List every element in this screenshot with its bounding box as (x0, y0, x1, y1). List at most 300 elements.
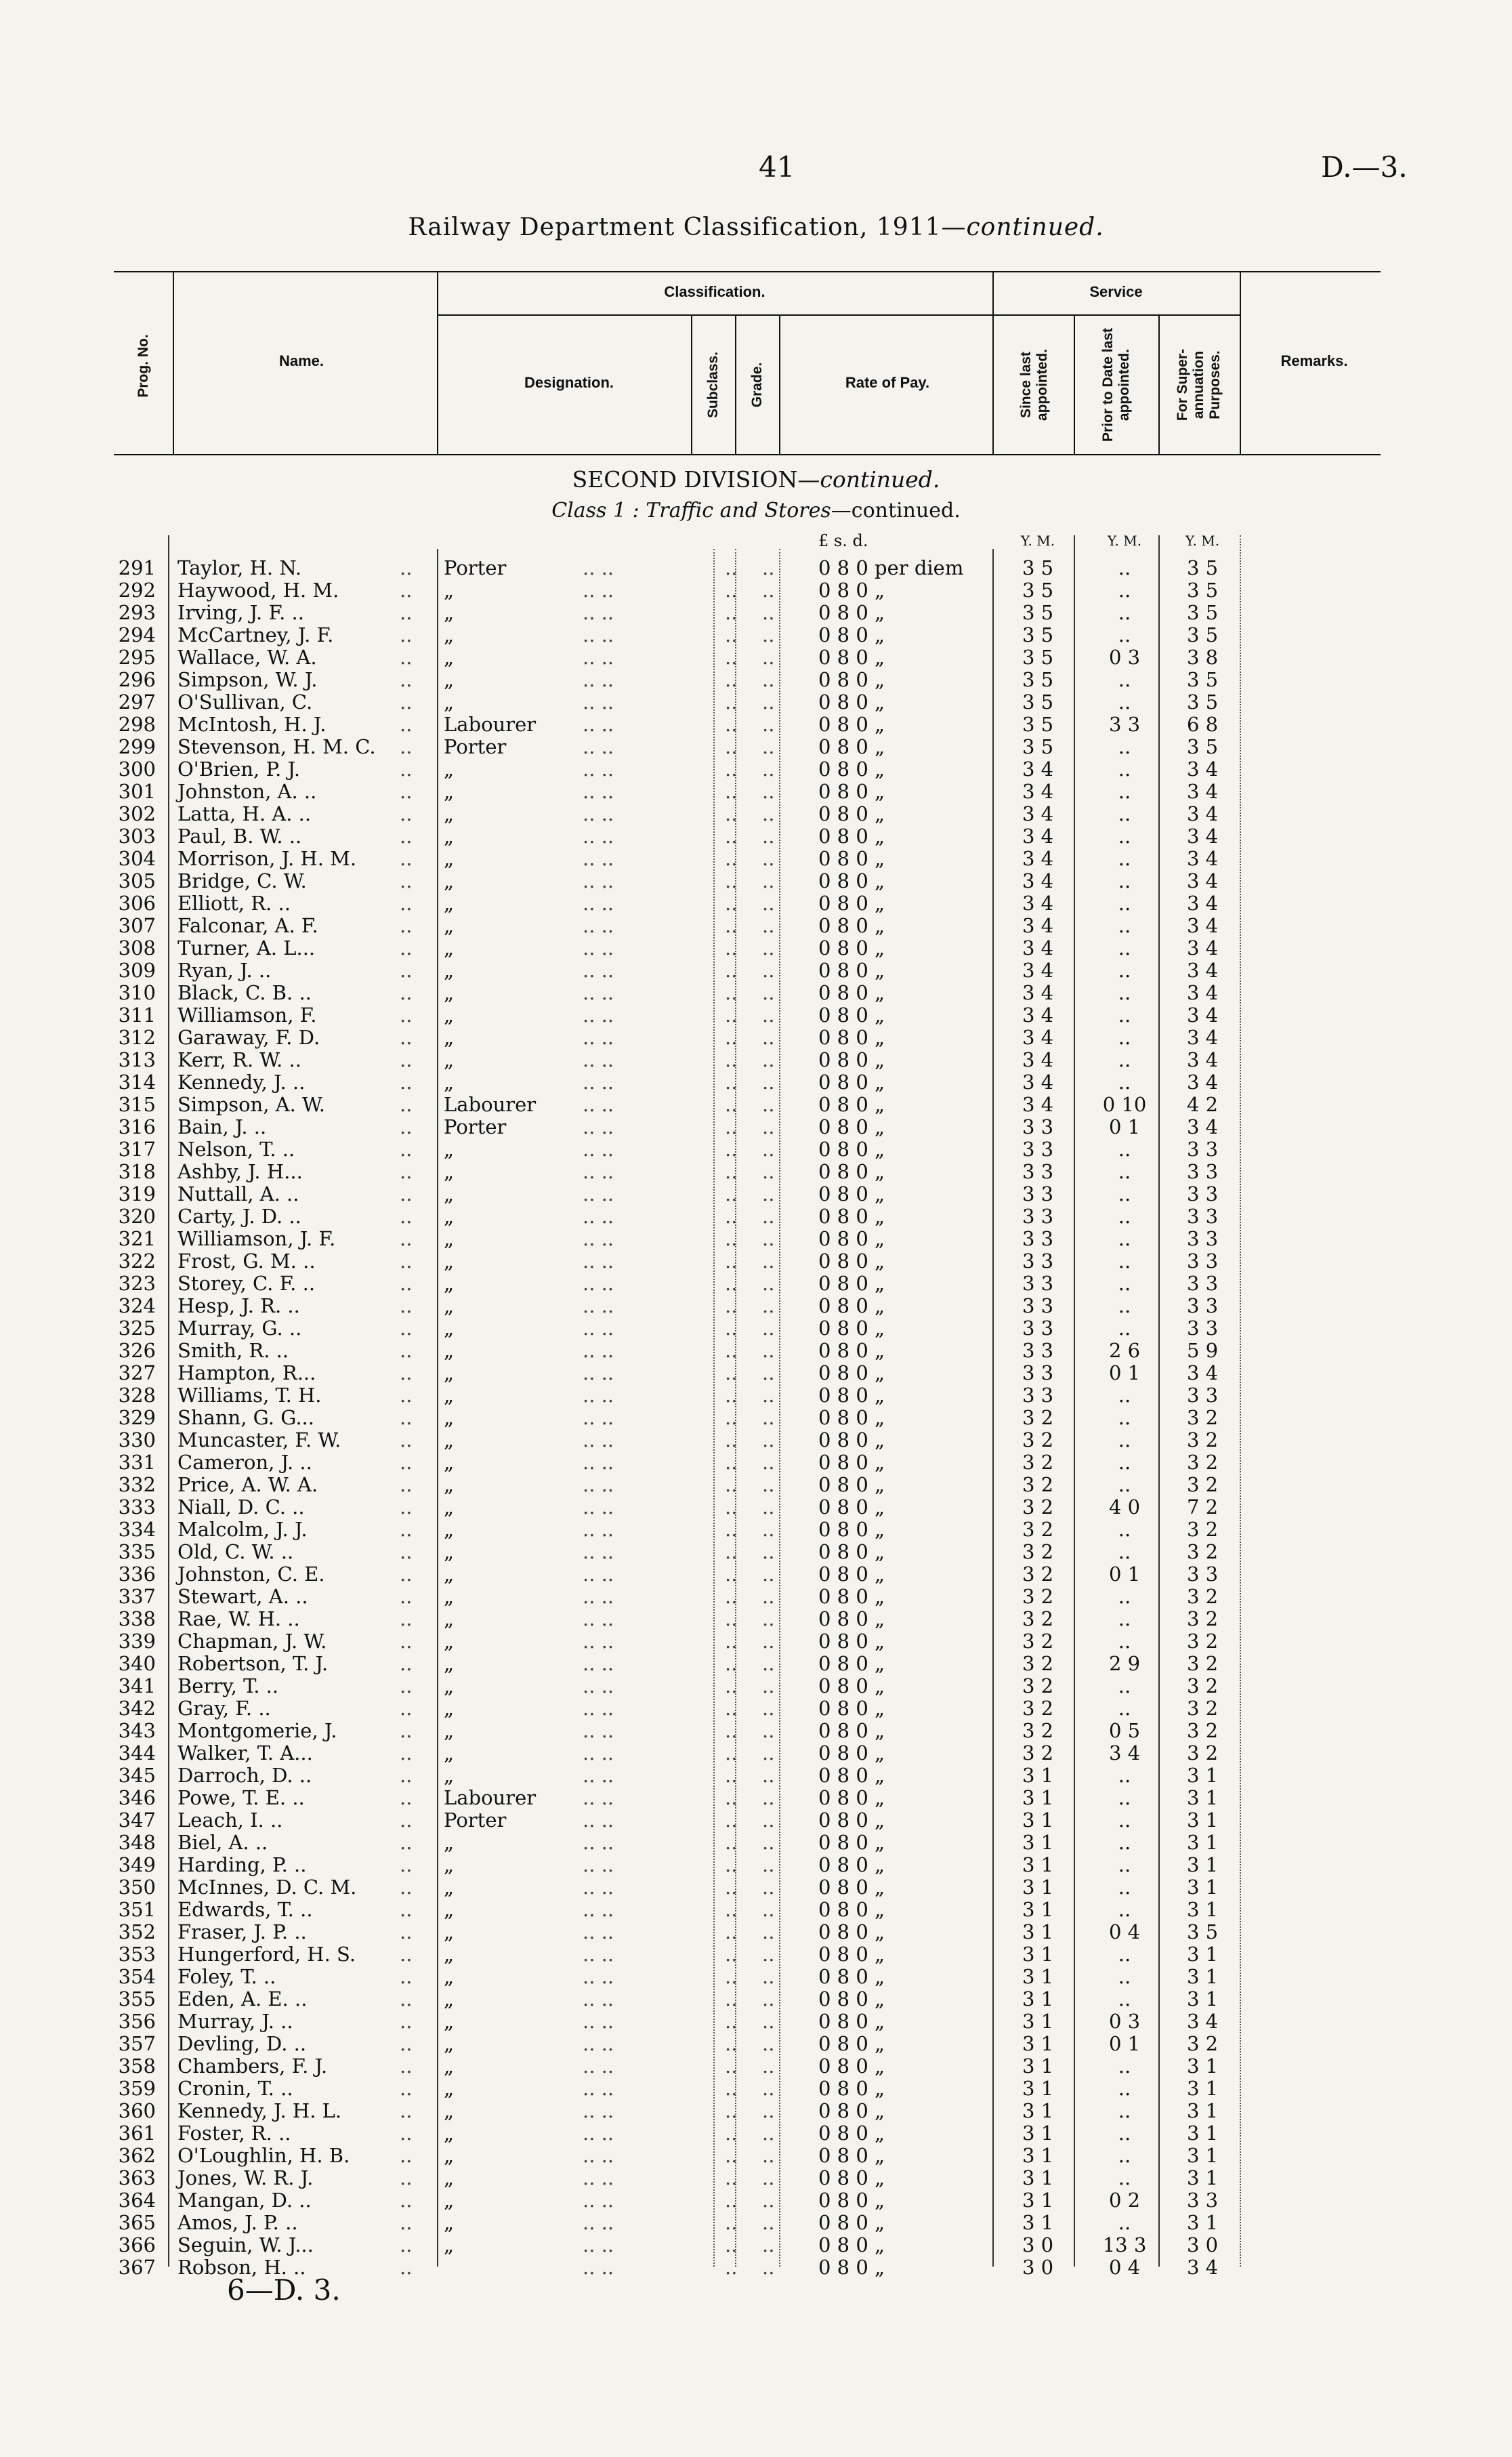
row-since-last: 3 3 (1022, 1205, 1054, 1228)
row-designation: „ (444, 1518, 455, 1541)
row-prior-to-date: 0 1 (1108, 1115, 1141, 1138)
leader-dots: .. (725, 2010, 738, 2033)
row-since-last: 3 3 (1022, 1160, 1054, 1183)
row-designation: „ (444, 2032, 455, 2055)
leader-dots: .. .. (583, 1294, 614, 1317)
row-designation: „ (444, 1451, 455, 1474)
row-superannuation: 3 1 (1186, 1764, 1219, 1787)
row-rate-of-pay: 0 8 0 „ (818, 1093, 885, 1116)
title-continued: continued. (966, 213, 1104, 241)
leader-dots: .. (762, 1317, 775, 1340)
leader-dots: .. (762, 1876, 775, 1899)
leader-dots: .. (400, 1585, 413, 1608)
row-rate-of-pay: 0 8 0 „ (818, 1540, 885, 1563)
leader-dots: .. .. (583, 2166, 614, 2189)
leader-dots: .. (725, 1160, 738, 1183)
leader-dots: .. (762, 556, 775, 579)
leader-dots: .. .. (583, 825, 614, 848)
leader-dots: .. (725, 981, 738, 1004)
table-row (0, 1317, 1512, 1340)
row-superannuation: 3 1 (1186, 1898, 1219, 1921)
row-superannuation: 3 1 (1186, 1965, 1219, 1988)
row-superannuation: 7 2 (1186, 1495, 1219, 1519)
row-number: 316 (118, 1115, 156, 1138)
row-prior-to-date: 3 3 (1108, 713, 1141, 736)
row-rate-of-pay: 0 8 0 „ (818, 601, 885, 624)
table-row (0, 2167, 1512, 2189)
row-rate-of-pay: 0 8 0 „ (818, 1451, 885, 1474)
row-superannuation: 3 2 (1186, 1719, 1219, 1742)
row-superannuation: 3 3 (1186, 1205, 1219, 1228)
row-since-last: 3 2 (1022, 1406, 1054, 1429)
table-row (0, 2010, 1512, 2033)
row-name: Johnston, C. E. (177, 1563, 325, 1586)
leader-dots: .. (725, 2211, 738, 2234)
header-designation: Designation. (524, 374, 614, 391)
leader-dots: .. (400, 802, 413, 825)
leader-dots: .. (400, 579, 413, 602)
row-since-last: 3 3 (1022, 1361, 1054, 1384)
row-superannuation: 3 3 (1186, 1317, 1219, 1340)
row-superannuation: 3 5 (1186, 668, 1219, 691)
row-prior-to-date: .. (1118, 1853, 1131, 1876)
row-superannuation: 3 4 (1186, 780, 1219, 803)
row-since-last: 3 3 (1022, 1138, 1054, 1161)
leader-dots: .. (400, 1876, 413, 1899)
leader-dots: .. (725, 1674, 738, 1697)
row-rate-of-pay: 0 8 0 „ (818, 1004, 885, 1027)
leader-dots: .. .. (583, 2122, 614, 2145)
leader-dots: .. (762, 981, 775, 1004)
leader-dots: .. .. (583, 2189, 614, 2212)
row-rate-of-pay: 0 8 0 „ (818, 1495, 885, 1519)
leader-dots: .. .. (583, 981, 614, 1004)
leader-dots: .. (400, 623, 413, 646)
row-superannuation: 3 1 (1186, 1809, 1219, 1832)
leader-dots: .. (762, 1809, 775, 1832)
leader-dots: .. (400, 2144, 413, 2167)
row-number: 293 (118, 601, 156, 624)
row-number: 363 (118, 2166, 156, 2189)
leader-dots: .. (762, 1563, 775, 1586)
row-number: 327 (118, 1361, 156, 1384)
row-name: Seguin, W. J... (177, 2233, 314, 2256)
leader-dots: .. (725, 735, 738, 758)
table-row (0, 2033, 1512, 2055)
row-designation: Porter (444, 556, 507, 579)
row-since-last: 3 1 (1022, 2099, 1054, 2122)
leader-dots: .. (400, 1451, 413, 1474)
row-rate-of-pay: 0 8 0 „ (818, 1987, 885, 2010)
leader-dots: .. (400, 1741, 413, 1764)
leader-dots: .. .. (583, 1428, 614, 1451)
leader-dots: .. (725, 802, 738, 825)
row-superannuation: 3 1 (1186, 2122, 1219, 2145)
row-superannuation: 3 1 (1186, 1876, 1219, 1899)
leader-dots: .. .. (583, 2233, 614, 2256)
row-rate-of-pay: 0 8 0 „ (818, 1361, 885, 1384)
row-rate-of-pay: 0 8 0 „ (818, 1831, 885, 1854)
row-superannuation: 3 2 (1186, 1697, 1219, 1720)
leader-dots: .. (725, 2077, 738, 2100)
row-number: 304 (118, 847, 156, 870)
row-name: Murray, J. .. (177, 2010, 293, 2033)
table-row (0, 937, 1512, 959)
row-since-last: 3 4 (1022, 1048, 1054, 1071)
row-superannuation: 3 3 (1186, 1182, 1219, 1205)
row-name: Amos, J. P. .. (177, 2211, 298, 2234)
row-rate-of-pay: 0 8 0 „ (818, 668, 885, 691)
row-designation: „ (444, 847, 455, 870)
row-since-last: 3 1 (1022, 1898, 1054, 1921)
row-name: Leach, I. .. (177, 1809, 283, 1832)
leader-dots: .. .. (583, 1138, 614, 1161)
leader-dots: .. (400, 1943, 413, 1966)
row-rate-of-pay: 0 8 0 „ (818, 869, 885, 892)
leader-dots: .. .. (583, 2099, 614, 2122)
leader-dots: .. .. (583, 1384, 614, 1407)
row-number: 355 (118, 1987, 156, 2010)
leader-dots: .. (725, 1853, 738, 1876)
table-row (0, 736, 1512, 758)
row-name: Carty, J. D. .. (177, 1205, 301, 1228)
row-rate-of-pay: 0 8 0 „ (818, 1138, 885, 1161)
leader-dots: .. (400, 1764, 413, 1787)
row-since-last: 3 4 (1022, 758, 1054, 781)
table-row (0, 1407, 1512, 1429)
leader-dots: .. (400, 1898, 413, 1921)
leader-dots: .. (725, 690, 738, 714)
table-row (0, 1161, 1512, 1183)
row-name: Price, A. W. A. (177, 1473, 318, 1496)
leader-dots: .. (400, 735, 413, 758)
row-number: 348 (118, 1831, 156, 1854)
row-number: 317 (118, 1138, 156, 1161)
leader-dots: .. (725, 1138, 738, 1161)
row-number: 340 (118, 1652, 156, 1675)
row-name: Nuttall, A. .. (177, 1182, 299, 1205)
leader-dots: .. .. (583, 1697, 614, 1720)
row-designation: „ (444, 2189, 455, 2212)
leader-dots: .. (725, 1630, 738, 1653)
row-designation: „ (444, 2211, 455, 2234)
leader-dots: .. (725, 1384, 738, 1407)
row-number: 338 (118, 1607, 156, 1630)
table-row (0, 1496, 1512, 1519)
leader-dots: .. (725, 1697, 738, 1720)
row-prior-to-date: .. (1118, 1250, 1131, 1273)
row-name: Simpson, W. J. (177, 668, 318, 691)
row-name: Paul, B. W. .. (177, 825, 302, 848)
row-prior-to-date: .. (1118, 825, 1131, 848)
units-super: Y. M. (1185, 533, 1220, 549)
row-name: McCartney, J. F. (177, 623, 334, 646)
leader-dots: .. (762, 2211, 775, 2234)
leader-dots: .. (725, 758, 738, 781)
table-row (0, 1429, 1512, 1451)
table-row (0, 959, 1512, 982)
row-superannuation: 3 4 (1186, 1048, 1219, 1071)
table-row (0, 1966, 1512, 1988)
table-row (0, 781, 1512, 803)
col-rule-prior (1158, 316, 1160, 455)
row-designation: Labourer (444, 1786, 537, 1809)
row-rate-of-pay: 0 8 0 per diem (818, 556, 964, 579)
leader-dots: .. .. (583, 1853, 614, 1876)
row-designation: „ (444, 1339, 455, 1362)
row-name: Cameron, J. .. (177, 1451, 312, 1474)
leader-dots: .. (400, 780, 413, 803)
row-number: 357 (118, 2032, 156, 2055)
row-prior-to-date: .. (1118, 1585, 1131, 1608)
leader-dots: .. (762, 646, 775, 669)
leader-dots: .. .. (583, 2032, 614, 2055)
row-since-last: 3 2 (1022, 1741, 1054, 1764)
row-name: Ashby, J. H... (177, 1160, 303, 1183)
row-number: 292 (118, 579, 156, 602)
leader-dots: .. .. (583, 1205, 614, 1228)
row-designation: „ (444, 869, 455, 892)
row-rate-of-pay: 0 8 0 „ (818, 1071, 885, 1094)
row-designation: „ (444, 1719, 455, 1742)
row-rate-of-pay: 0 8 0 „ (818, 1205, 885, 1228)
leader-dots: .. (725, 1809, 738, 1832)
table-row (0, 1921, 1512, 1943)
row-since-last: 3 2 (1022, 1428, 1054, 1451)
row-since-last: 3 4 (1022, 892, 1054, 915)
leader-dots: .. (725, 1585, 738, 1608)
row-name: Morrison, J. H. M. (177, 847, 357, 870)
row-designation: „ (444, 1987, 455, 2010)
leader-dots: .. .. (583, 1741, 614, 1764)
leader-dots: .. .. (583, 1831, 614, 1854)
row-rate-of-pay: 0 8 0 „ (818, 1741, 885, 1764)
header-sub-rule (437, 314, 1240, 316)
row-designation: „ (444, 668, 455, 691)
row-number: 330 (118, 1428, 156, 1451)
leader-dots: .. (725, 959, 738, 982)
leader-dots: .. .. (583, 1540, 614, 1563)
row-designation: „ (444, 1048, 455, 1071)
row-superannuation: 3 4 (1186, 1004, 1219, 1027)
row-superannuation: 3 4 (1186, 847, 1219, 870)
title-main: Railway Department Classification, 1911— (408, 213, 967, 241)
row-superannuation: 3 4 (1186, 959, 1219, 982)
leader-dots: .. (725, 1473, 738, 1496)
row-name: Bain, J. .. (177, 1115, 267, 1138)
row-since-last: 3 3 (1022, 1317, 1054, 1340)
row-since-last: 3 5 (1022, 690, 1054, 714)
header-subclass: Subclass. (705, 351, 721, 419)
leader-dots: .. (400, 1093, 413, 1116)
row-since-last: 3 1 (1022, 2077, 1054, 2100)
row-prior-to-date: .. (1118, 1071, 1131, 1094)
row-designation: „ (444, 1920, 455, 1943)
row-designation: „ (444, 1585, 455, 1608)
row-name: Foster, R. .. (177, 2122, 291, 2145)
table-row (0, 1563, 1512, 1586)
row-since-last: 3 4 (1022, 1071, 1054, 1094)
table-row (0, 1764, 1512, 1787)
row-prior-to-date: .. (1118, 1965, 1131, 1988)
leader-dots: .. .. (583, 2144, 614, 2167)
table-row (0, 1205, 1512, 1228)
header-service: Service (1089, 283, 1143, 300)
leader-dots: .. (400, 1250, 413, 1273)
row-number: 323 (118, 1272, 156, 1295)
row-designation: „ (444, 1272, 455, 1295)
row-designation: „ (444, 1428, 455, 1451)
row-rate-of-pay: 0 8 0 „ (818, 713, 885, 736)
leader-dots: .. .. (583, 1093, 614, 1116)
row-designation: „ (444, 780, 455, 803)
row-prior-to-date: .. (1118, 1697, 1131, 1720)
leader-dots: .. .. (583, 1764, 614, 1787)
table-row (0, 669, 1512, 691)
row-name: Frost, G. M. .. (177, 1250, 316, 1273)
row-designation: „ (444, 1652, 455, 1675)
row-designation: „ (444, 1853, 455, 1876)
row-superannuation: 3 4 (1186, 1071, 1219, 1094)
row-rate-of-pay: 0 8 0 „ (818, 623, 885, 646)
row-prior-to-date: .. (1118, 869, 1131, 892)
row-rate-of-pay: 0 8 0 „ (818, 1876, 885, 1899)
leader-dots: .. (725, 1876, 738, 1899)
row-prior-to-date: .. (1118, 847, 1131, 870)
row-rate-of-pay: 0 8 0 „ (818, 1764, 885, 1787)
leader-dots: .. (725, 780, 738, 803)
leader-dots: .. (400, 1026, 413, 1049)
row-number: 321 (118, 1227, 156, 1250)
leader-dots: .. (762, 847, 775, 870)
row-superannuation: 3 0 (1186, 2233, 1219, 2256)
leader-dots: .. .. (583, 1987, 614, 2010)
row-prior-to-date: .. (1118, 1943, 1131, 1966)
table-row (0, 1675, 1512, 1697)
row-since-last: 3 0 (1022, 2233, 1054, 2256)
row-name: Simpson, A. W. (177, 1093, 325, 1116)
leader-dots: .. (725, 1741, 738, 1764)
leader-dots: .. (725, 713, 738, 736)
leader-dots: .. (762, 1205, 775, 1228)
row-superannuation: 3 4 (1186, 936, 1219, 959)
leader-dots: .. (725, 2032, 738, 2055)
row-number: 354 (118, 1965, 156, 1988)
leader-dots: .. (400, 1719, 413, 1742)
row-rate-of-pay: 0 8 0 „ (818, 1406, 885, 1429)
row-superannuation: 3 8 (1186, 646, 1219, 669)
row-prior-to-date: .. (1118, 2144, 1131, 2167)
row-name: Irving, J. F. .. (177, 601, 304, 624)
row-name: Devling, D. .. (177, 2032, 307, 2055)
leader-dots: .. (725, 1495, 738, 1519)
leader-dots: .. (725, 847, 738, 870)
row-since-last: 3 1 (1022, 2122, 1054, 2145)
row-designation: Labourer (444, 713, 537, 736)
row-name: Rae, W. H. .. (177, 1607, 300, 1630)
row-prior-to-date: .. (1118, 1809, 1131, 1832)
row-rate-of-pay: 0 8 0 „ (818, 1227, 885, 1250)
row-number: 349 (118, 1853, 156, 1876)
row-prior-to-date: .. (1118, 1227, 1131, 1250)
row-prior-to-date: .. (1118, 1026, 1131, 1049)
row-prior-to-date: 0 1 (1108, 2032, 1141, 2055)
leader-dots: .. (725, 1451, 738, 1474)
leader-dots: .. (725, 1943, 738, 1966)
row-since-last: 3 3 (1022, 1182, 1054, 1205)
leader-dots: .. (725, 2189, 738, 2212)
leader-dots: .. (400, 1809, 413, 1832)
leader-dots: .. (762, 1361, 775, 1384)
row-prior-to-date: .. (1118, 2077, 1131, 2100)
col-rule-subclass (735, 316, 736, 455)
row-superannuation: 3 2 (1186, 1406, 1219, 1429)
row-superannuation: 3 2 (1186, 1607, 1219, 1630)
row-number: 307 (118, 914, 156, 937)
row-superannuation: 4 2 (1186, 1093, 1219, 1116)
row-number: 332 (118, 1473, 156, 1496)
row-designation: „ (444, 959, 455, 982)
row-since-last: 3 3 (1022, 1294, 1054, 1317)
leader-dots: .. (725, 2122, 738, 2145)
leader-dots: .. (725, 2256, 738, 2279)
row-name: Eden, A. E. .. (177, 1987, 308, 2010)
table-row (0, 714, 1512, 736)
leader-dots: .. (762, 936, 775, 959)
row-superannuation: 3 4 (1186, 1026, 1219, 1049)
row-designation: „ (444, 1943, 455, 1966)
row-rate-of-pay: 0 8 0 „ (818, 1026, 885, 1049)
row-number: 343 (118, 1719, 156, 1742)
row-superannuation: 3 2 (1186, 1540, 1219, 1563)
row-since-last: 3 2 (1022, 1719, 1054, 1742)
row-rate-of-pay: 0 8 0 „ (818, 1182, 885, 1205)
row-number: 333 (118, 1495, 156, 1519)
table-row (0, 1742, 1512, 1764)
table-row (0, 1943, 1512, 1966)
row-number: 306 (118, 892, 156, 915)
leader-dots: .. (762, 1138, 775, 1161)
table-row (0, 1519, 1512, 1541)
leader-dots: .. (762, 713, 775, 736)
leader-dots: .. (762, 1540, 775, 1563)
leader-dots: .. (725, 1428, 738, 1451)
leader-dots: .. (725, 2166, 738, 2189)
leader-dots: .. .. (583, 646, 614, 669)
leader-dots: .. (762, 1987, 775, 2010)
row-name: Williamson, F. (177, 1004, 317, 1027)
table-row (0, 1094, 1512, 1116)
row-superannuation: 3 4 (1186, 869, 1219, 892)
row-number: 353 (118, 1943, 156, 1966)
table-row (0, 1653, 1512, 1675)
row-prior-to-date: .. (1118, 1630, 1131, 1653)
row-prior-to-date: .. (1118, 2211, 1131, 2234)
row-since-last: 3 5 (1022, 735, 1054, 758)
row-designation: „ (444, 1607, 455, 1630)
row-since-last: 3 1 (1022, 2010, 1054, 2033)
row-name: Hungerford, H. S. (177, 1943, 356, 1966)
row-superannuation: 3 1 (1186, 1786, 1219, 1809)
row-prior-to-date: .. (1118, 579, 1131, 602)
leader-dots: .. (725, 825, 738, 848)
row-number: 336 (118, 1563, 156, 1586)
row-name: Haywood, H. M. (177, 579, 339, 602)
leader-dots: .. (725, 1920, 738, 1943)
row-superannuation: 3 1 (1186, 2099, 1219, 2122)
row-designation: „ (444, 690, 455, 714)
row-rate-of-pay: 0 8 0 „ (818, 959, 885, 982)
